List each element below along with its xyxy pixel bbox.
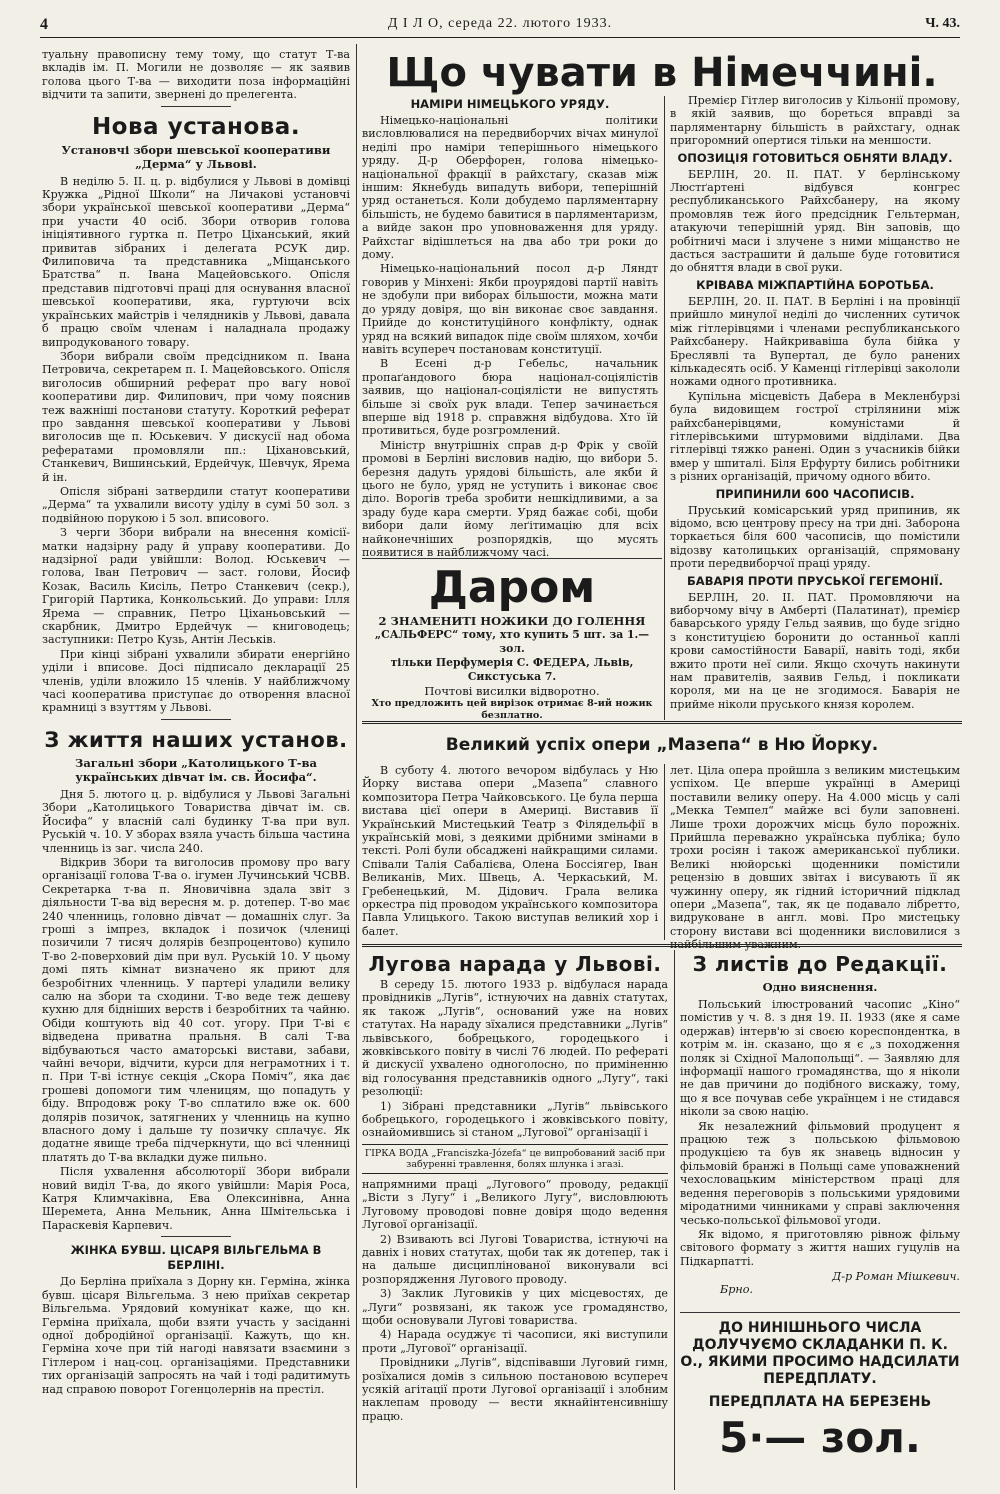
mazepa-left — [362, 764, 658, 944]
luhova-paragraph: В середу 15. лютого 1933 р. відбулася нарада провідників „Лугів“, істнуючих на давніх статутах, як також „Лугів“, оснований уже на нових статутах. На нараду зїхалися представники „Лугів“ львівського, бобрецького, городецького і жовківського повіту в числі 76 людей. По рефераті й дискусії ухвалено одноголосно, по приміненню від голосування представників одного „Лугу“, такі резолюції: — [362, 978, 668, 1099]
column-rule — [674, 950, 675, 1490]
column-rule — [664, 96, 665, 720]
namiry-title: НАМІРИ НІМЕЦЬКОГО УРЯДУ. — [410, 97, 610, 111]
nova-paragraph: Збори вибрали своїм предсідником п. Івана Петровича, секретарем п. І. Мацейовського. Опісля виголосив обширний реферат про вагу нової кооперативи дир. Филипович, при чому пояснив теж важніші постанови статуту. Короткий реферат про завдання шевської кооперативи у Львові виголосив ще п. Юськевич. У дискусії над обома рефератами промовляли пп.: Ціхановський, Станкевич, Вишинський, Ердейчук, Шевчук, Ярема й ін. — [42, 349, 350, 484]
kryvava-title: КРІВАВА МІЖПАРТІЙНА БОРОТЬБА. — [696, 277, 934, 292]
darom-line: Почтові висилки відворотно. — [424, 684, 600, 698]
germany-title: Що чувати в Німеччині. — [386, 50, 938, 96]
nova-paragraph: В неділю 5. II. ц. р. відбулися у Львові в домівці Кружка „Рідної Школи“ на Личакові установчі збори української шевської кооперативи „Дерма“ при участи 40 осіб. Збори отворив голова ініціятивного гуртка п. Петро Ціханський, який привитав зібраних і делегата РСУК дир. Филиповича та представника „Міщанського Братства“ п. Івана Мацейовського. Опісля представив підготовчі праці для оснування власної шевської кооперативи, яка, гуртуючи всіх українських майстрів і челядників у Львові, давала б працю своїм членам і наладнала продажу випродукованого товару. — [42, 174, 350, 349]
lysty-paragraph: Як відомо, я приготовляю рівнож фільму світового формату з життя наших гуцулів на Підкарпатті. — [680, 1227, 960, 1268]
ad-rule — [362, 558, 662, 559]
lysty-title: З листів до Редакції. — [692, 952, 948, 976]
lysty-signature: Д-р Роман Мішкевич. — [832, 1270, 960, 1284]
mazepa-header — [362, 734, 962, 762]
section-rule — [362, 944, 962, 947]
left-column — [42, 48, 350, 1488]
subscription-box — [680, 1320, 960, 1488]
luhova-column — [362, 950, 668, 1490]
namiry-paragraph: Міністр внутрішніх справ д-р Фрік у своїй промові в Берліні висловив надію, що вибори 5. березня дадуть урядові більшість, але якби й цього не було, уряд не уступить і виконає своє діло. Ворогів треба зробити нешкідливими, а за зраду буде кара смерти. Уряд бажає собі, щоби вибори дали йому леґітимацію для всіх найконечніших розпорядків, що мусять появитися в найближчому часі. — [362, 438, 658, 559]
luhova-paragraph: 1) Зібрані представники „Лугів“ львівського бобрецького, городецького і жовківського повіту, ознайомившись зі станом „Лугової“ організації і — [362, 1099, 668, 1140]
mazepa-paragraph: лет. Ціла опера пройшла з великим мистецьким успіхом. Це вперше українці в Америці поставили велику оперу. На 4.000 місць у салі „Мекка Темпел“ майже всі були заповнені. Лише трохи дорожчих місць було порожніх. Прийшла переважно українська публіка; було трохи росіян і також американської публики. Великі нюйорські щоденники помістили рецензію в довших звітах і висувають її як чужинну оперу, як гідний історичний підклад опери „Мазепа“, так, як це подавало лібретто, видруковане в англ. мові. Про мистецьку сторону вистави всі щоденники висловилися з найбільшим уважним. — [670, 764, 960, 952]
lysty-paragraph: Польський ілюстрований часопис „Кіно“ помістив у ч. 8. з дня 19. II. 1933 (яке я саме одержав) інтерв'ю зі своєю кореспондентка, в котрім м. ін. сказано, що я є „з походження поляк зі Східної Малопольщі“. — Заявляю для інформації нашого громадянства, що я ніколи не дав причини до подібного вискажу, тому, що я все почував себе українцем і не стидався ніколи за свою націю. — [680, 998, 960, 1119]
zhyttia-paragraph: Після ухвалення абсолюторії Збори вибрали новий виділ Т-ва, до якого увійшли: Марія Роса, Катря Климчаківна, Ева Олексинівна, Анна Шереметa, Анна Мельник, Анна Шмітельська і Параскевія Карпевич. — [42, 1165, 350, 1232]
luhova-paragraph: 4) Нарада осуджує ті часописи, які виступили проти „Лугової“ організації. — [362, 1328, 668, 1355]
divider — [161, 1236, 231, 1237]
bavaria-title: БАВАРІЯ ПРОТИ ПРУСЬКОЇ ГЕГЕМОНІЇ. — [687, 573, 943, 588]
luhova-paragraph: напрямними праці „Лугового“ проводу, редакції „Вісти з Лугу“ і „Великого Лугу“, висловлюють Луговому проводові повне довіря щодо ведення Лугової організації. — [362, 1177, 668, 1232]
mazepa-right — [670, 764, 960, 952]
namiry-paragraph: Німецько-національний посол д-р Ляндт говорив у Мінхені: Якби проурядові партії навіть не здобули при виборах більшости, можна мати до уряду довіря, що він виконає своє завдання. Прийде до конституційного конфлікту, однак уряд на всякий випадок піде своїм шляхом, хочби навіть всупереч постановам конституції. — [362, 262, 658, 356]
intro-text: туальну правописну тему тому, що статут Т-ва вкладів ім. П. Могили не дозволяє — як заявив голова цього Т-ва — виходити поза інформаційні відчити та запити, звернені до прелегента. — [42, 48, 350, 102]
mazepa-title: Великий успіх опери „Мазепа“ в Ню Йорку. — [445, 735, 879, 755]
zhyttia-subtitle: Загальні збори „Католицького Т-ва українських дівчат ім. св. Йосифа“. — [75, 755, 317, 784]
germany-right-column — [670, 94, 960, 718]
namiry-paragraph: Німецько-національні політики висловлювалися на передвиборчих вічах минулої неділі про наміри теперішнього німецького уряду. Д-р Оберфорен, голова німецько-національної фракції в райхстагу, сказав між іншим: Якнебудь випадуть вибори, теперішній уряд останеться. Коли добудемо парляментарну більшість, не будемо бавитися в парляментаризм, а вийде закон про уповноваження для уряду. Райхстаг відішлеться на два або три роки до дому. — [362, 114, 658, 262]
luhova-paragraph: 3) Заклик Луговиків у цих місцевостях, де „Луги“ розвязані, як також усе громадянство, щоби основували Лугові товариства. — [362, 1287, 668, 1327]
girka-ad — [362, 1144, 668, 1174]
zhyttia-title: З життя наших установ. — [44, 727, 348, 752]
darom-title: Даром — [428, 562, 596, 613]
girka-text: ГІРКА ВОДА „Franciszka-Józefa“ це випробований засіб при забуренні травлення, болях шлунка і згазі. — [364, 1147, 666, 1170]
kryvava-paragraph: Купільна місцевість Дабера в Мекленбурзі була видовищем гострої стрілянини між райхсбанерівцями, комуністами й гітлерівськими штурмовими відділами. Два гітлерівці тяжко ранені. Один з учасників бійки вмер у шпиталі. Біля Ерфурту бились робітники з різних організацій, причому одного вбито. — [670, 389, 960, 484]
zhyttia-paragraph: Відкрив Збори та виголосив промову про вагу організації голова Т-ва о. ігумен Лучинський ЧСВВ. Секретарка т-ва п. Яновичівна здала звіт з діяльности Т-ва від вересня м. р. дотепер. Т-во має 240 членниць, головно дівчат — домашніх слуг. За гроші з імпрез, вкладок і позичок (члениці позичили 7 тисяч долярів безпроцентово) купило Т-во 2-поверховий дім при вул. Руській 10. У цьому домі пять кімнат визначено як приют для безробітних членниць. У партері уладили велику салю на збори та сходини. Т-во веде теж дешеву кухню для бідніших верств і безробітних та чайню. Обіди коштують від 40 сот. угору. При Т-ві є відведена приватна пральня. В салі Т-ва відбуваються часто аматорські вистави, забави, чайні вечори, відчити, курси для неграмотних і т. п. При Т-ві істнує секція „Скора Поміч“, яка дає грошеві допомоги тим членицям, що попадуть у біду. Впродовж року Т-во сплатило вже ок. 600 долярів позичок, затягнених у членниць на купно власного дому і дальше ту позичку сплачує. Як додатне явище треба підчеркнути, що всі членниці платять до Т-ва вкладки дуже пильно. — [42, 855, 350, 1164]
subscription-price: 5·— зол. — [719, 1413, 921, 1462]
promo-rule — [680, 1312, 960, 1313]
prypynyly-paragraph: Пруський комісарський уряд припинив, як відомо, всю центрову пресу на три дні. Заборона торкається біля 600 часописів, що помістили відозву католицьких організацій, спрямовану проти передвиборчої праці уряду. — [670, 503, 960, 571]
divider — [161, 719, 231, 720]
opozytsia-title: ОПОЗИЦІЯ ГОТОВИТЬСЯ ОБНЯТИ ВЛАДУ. — [677, 150, 953, 165]
page-number: 4 — [40, 16, 48, 33]
masthead: Д І Л О, середа 22. лютого 1933. — [387, 16, 613, 31]
nova-paragraph: При кінці зібрані ухвалили збирати енергійно уділи і вписове. Досі підписало декларації 25 членів, уділи вложило 15 членів. У найближчому часі кооператива приступає до отворення власної крамниці з взуттям у Львові. — [42, 647, 350, 715]
darom-line: тільки Перфумерія С. ФЕДЕРА, Львів, Сикстуська 7. — [390, 656, 634, 683]
germany-left-column — [362, 94, 658, 559]
luhova-title: Лугова нарада у Львові. — [368, 952, 662, 976]
zhyttia-paragraph: Дня 5. лютого ц. р. відбулися у Львові Загальні Збори „Католицького Товариства дівчат ім. св. Йосифа“ у власній салі будинку Т-ва при вул. Руській ч. 10. У зборах взяла участь більша частина членниць із заг. числа 240. — [42, 787, 350, 855]
page-header — [40, 12, 960, 38]
bavaria-paragraph: БЕРЛІН, 20. II. ПАТ. Промовляючи на виборчому вічу в Амберті (Палатинат), премієр баварського уряду Гельд заявив, що буде згідно з конституцією боронити до останньої каплі крови самостійности Баварії, навіть тоді, якби вжито проти неї сили. Якщо схочуть накинути нам правителів, заявив Гельд, і покликати короля, ми на це не згодимося. Баварія не прийме ніколи пруського князя королем. — [670, 590, 960, 711]
darom-line: „САЛЬФЕРС“ тому, хто купить 5 шт. за 1.— зол. — [374, 628, 650, 655]
luhova-paragraph: Провідники „Лугів“, відспівавши Луговий гимн, розїхалися домів з сильною постановою всупереч усякій агітації проти Лугової організації і злобним наклепам проводу — вести якнайінтенсивнішу працю. — [362, 1356, 668, 1423]
hitler-paragraph: Премієр Гітлер виголосив у Кільонії промову, в якій заявив, що бореться вправді за парляментарну більшість в райхстагу, однак пригоромний опертися тільки на меншости. — [670, 94, 960, 148]
nova-title: Нова установа. — [91, 113, 301, 140]
namiry-paragraph: В Есені д-р Гебельс, начальник пропаґандового бюра націонал-соціялістів заявив, що націонал-соціялісти не випустять більше зі своїх рук влади. Тепер зачинається вперше від 1918 р. справжня відбудова. Хто їй противиться, буде розгромлений. — [362, 357, 658, 438]
darom-line: Хто предложить цей вирізок отримає 8-ий ножик безплатно. — [371, 698, 653, 721]
column-rule — [356, 44, 357, 1488]
darom-ad — [362, 562, 662, 721]
zhinka-title: ЖІНКА БУВШ. ЦІСАРЯ ВІЛЬГЕЛЬМА В БЕРЛІНІ. — [70, 1243, 322, 1273]
zhinka-paragraph: До Берліна приїхала з Дорну кн. Герміна, жінка бувш. цісаря Вільгельма. З нею приїхав секретар Вільгельма. Урядовий комунікат каже, що кн. Герміна приїхала, щоби взяти участь у засіданні одної добродійної організації. Кажуть, що кн. Герміна хоче при тій нагоді навязати взаємини з Гітлером і нац-соц. організаціями. Представники тих організацій запросять на чай і тоді радитимуть над справою поворот Гогенцолернів на престіл. — [42, 1275, 350, 1396]
subscription-month: ПЕРЕДПЛАТА НА БЕРЕЗЕНЬ — [708, 1394, 932, 1410]
luhova-paragraph: 2) Взивають всі Лугові Товариства, істнуючі на давніх і нових статутах, щоби так як дотепер, так і на дальше дисциплінованої виконували всі розпорядження Лугового проводу. — [362, 1232, 668, 1286]
mazepa-paragraph: В суботу 4. лютого вечором відбулась у Ню Йорку вистава опери „Мазепа“ славного композитора Петра Чайковського. Це була перша вистава цієї опери в Америці. Виставив її Український Мистецький Театр з Філядельфії в українській мові, з деякими дрібними змінами в тексті. Ролі були обсаджені найкращими силами. Співали Талія Сабалієва, Олена Боссіягер, Іван Великанів, Мих. Швець, А. Черкаський, М. Гребенецький, М. Дідович. Грала велика оркестра під проводом українського композитора Павла Улицького. Такою виступав великий хор і балет. — [362, 764, 658, 938]
nova-subtitle: Установчі збори шевської кооперативи „Дерма“ у Львові. — [61, 142, 331, 171]
nova-paragraph: З черги Збори вибрали на внесення комісії-матки надзірну раду й управу кооперативи. До надзірної ради увійшли: Волод. Юськевич — голова, Іван Петрович — заст. голови, Йосиф Козак, Василь Кисіль, Петро Станкевич (секр.), Григорій Партика, Конкольський. До управи: Ілля Ярема — справник, Петро Ціханьовський — скарбник, Дмитро Ердейчук — книговодець; заступники: Петро Кузь, Антін Леськів. — [42, 526, 350, 647]
kryvava-paragraph: БЕРЛІН, 20. II. ПАТ. В Берліні і на провінції прийшло минулої неділі до численних сутичок між гітлерівцями і членами республиканського Райхсбанеру. Найкривавіша була бійка у Бреслявлі та Вупертал, де було ранених кількадесять осіб. У Каменці гітлерівці закололи ножами одного противника. — [670, 294, 960, 389]
lysty-place: Брно. — [720, 1283, 754, 1297]
column-rule — [664, 764, 665, 940]
prypynyly-title: ПРИПИНИЛИ 600 ЧАСОПИСІВ. — [715, 486, 915, 501]
opozytsia-paragraph: БЕРЛІН, 20. II. ПАТ. У берлінському Люстґартені відбувся конгрес республиканського Райхсбанеру, на якому промовляв теж його предсідник Гельтерман, атакуючи теперішній уряд. Він заповів, що робітничі маси і злучене з ними міщанство не дасться застрашити й дальше буде готовитися до обняття влади в свої руки. — [670, 167, 960, 275]
lysty-column — [680, 950, 960, 1310]
lysty-paragraph: Як незалежний фільмовий продуцент я працюю теж з польською фільмовою продукцією та був як знавець відносин у фільмовій бранжі в Польщі саме уповажнений чехословацьким міністерством праці для ведення переговорів з польськими урядовими мірoдатними чинниками у справі заключення чесько-польської фільмової угоди. — [680, 1119, 960, 1227]
subscription-notice: ДО НИНІШНЬОГО ЧИСЛА ДОЛУЧУЄМО СКЛАДАНКИ П. К. О., ЯКИМИ ПРОСИМО НАДСИЛАТИ ПЕРЕДПЛАТУ. — [680, 1320, 960, 1387]
nova-paragraph: Опісля зібрані затвердили статут кооперативи „Дерма“ та ухвалили висоту уділу в сумі 50 зол. з подвійною порукою і 5 зол. вписового. — [42, 484, 350, 525]
divider — [161, 106, 231, 107]
lysty-subtitle: Одно вияснення. — [762, 980, 878, 994]
darom-line: 2 ЗНАМЕНИТІ НОЖИКИ ДО ГОЛЕННЯ — [378, 614, 646, 628]
issue-number: Ч. 43. — [925, 16, 960, 31]
section-rule — [362, 721, 962, 724]
